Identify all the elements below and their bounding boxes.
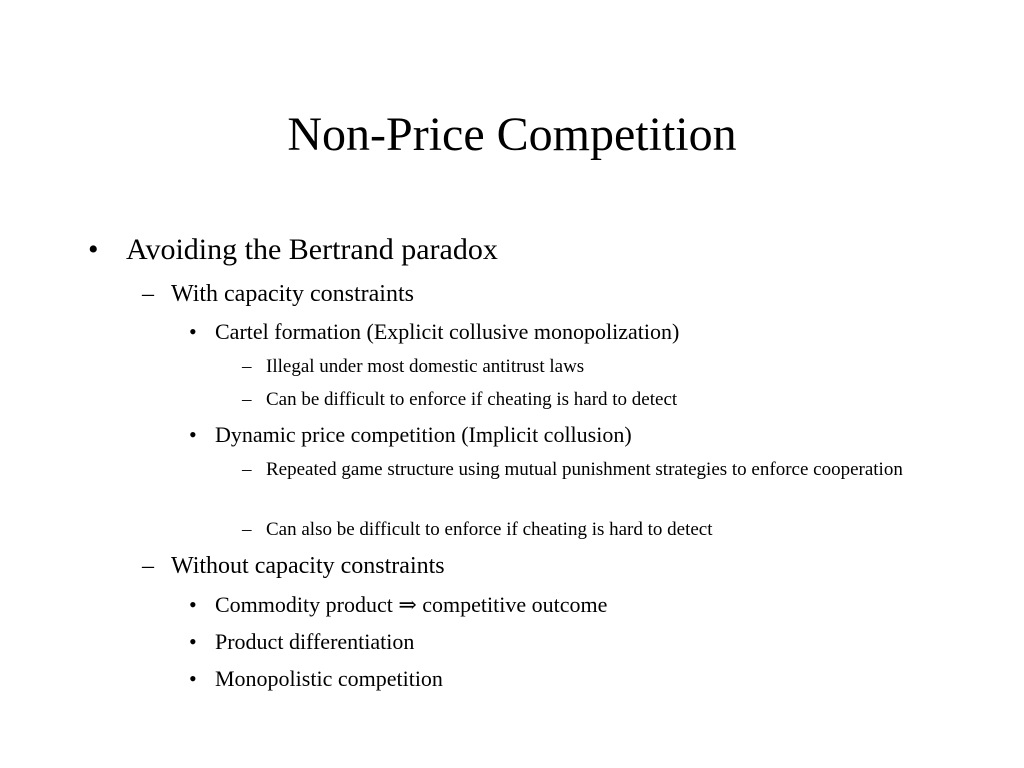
bullet-level3-text: Dynamic price competition (Implicit collusion) xyxy=(215,422,632,447)
bullet-level3-text: Monopolistic competition xyxy=(215,666,443,691)
bullet-level2-text: Without capacity constraints xyxy=(171,553,445,579)
bullet-level4-text: Repeated game structure using mutual punishment strategies to enforce cooperation xyxy=(266,459,903,480)
dash-marker: – xyxy=(142,281,154,307)
bullet-marker: • xyxy=(189,666,197,691)
bullet-level3-text: Cartel formation (Explicit collusive monopolization) xyxy=(215,319,680,344)
slide-title: Non-Price Competition xyxy=(287,108,737,161)
bullet-level1-text: Avoiding the Bertrand paradox xyxy=(126,233,498,266)
bullet-marker: • xyxy=(189,629,197,654)
bullet-level4-text: Illegal under most domestic antitrust laws xyxy=(266,356,585,377)
dash-marker: – xyxy=(142,553,154,579)
bullet-level4-text: Can also be difficult to enforce if cheating is hard to detect xyxy=(266,519,713,540)
bullet-marker: • xyxy=(189,319,197,344)
dash-marker: – xyxy=(242,356,252,377)
bullet-level3-text: Commodity product ⇒ competitive outcome xyxy=(215,592,608,617)
dash-marker: – xyxy=(242,519,252,540)
bullet-level4-text: Can be difficult to enforce if cheating is hard to detect xyxy=(266,389,678,410)
bullet-level2-text: With capacity constraints xyxy=(171,281,414,307)
bullet-marker: • xyxy=(189,422,197,447)
dash-marker: – xyxy=(242,389,252,410)
bullet-level3-text: Product differentiation xyxy=(215,629,415,654)
dash-marker: – xyxy=(242,459,252,480)
bullet-marker: • xyxy=(189,592,197,617)
bullet-marker: • xyxy=(88,233,99,266)
